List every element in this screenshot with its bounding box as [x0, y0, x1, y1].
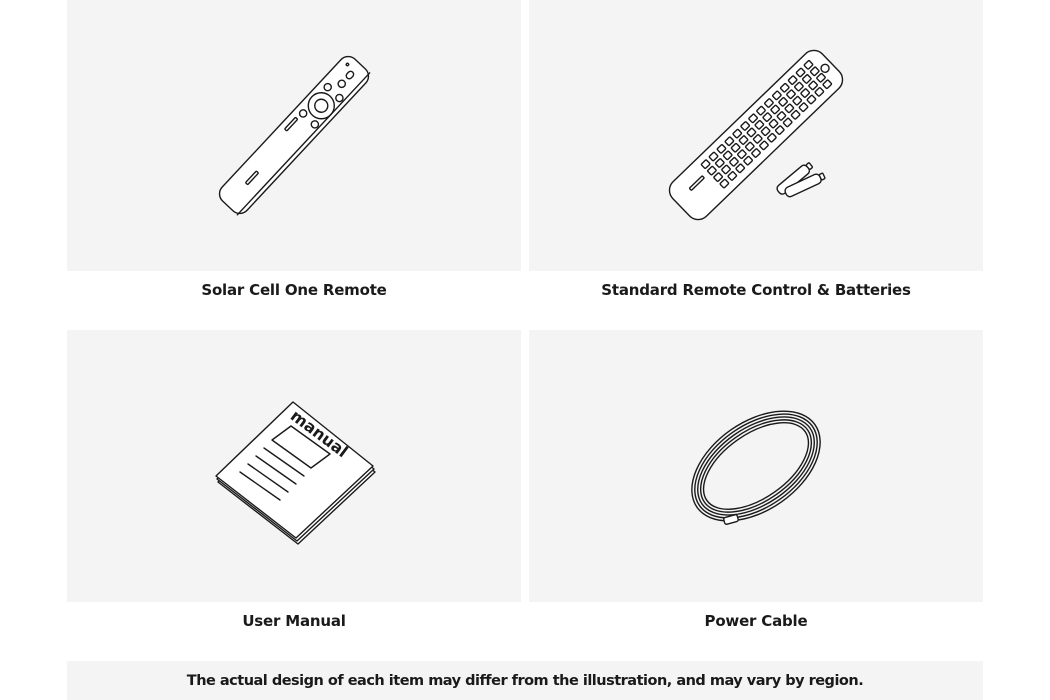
disclaimer-note: The actual design of each item may differ from the illustration, and may vary by region.: [67, 661, 983, 700]
item-caption: Standard Remote Control & Batteries: [601, 281, 911, 299]
item-card-solar-remote: [67, 0, 521, 299]
item-image-box: [529, 330, 983, 602]
power-cable-icon: [529, 330, 983, 602]
item-card-standard-remote: [529, 0, 983, 299]
item-card-user-manual: [67, 330, 521, 630]
item-caption: Solar Cell One Remote: [201, 281, 387, 299]
manual-cover-text: manual: [287, 406, 352, 462]
user-manual-icon: [67, 330, 521, 602]
item-card-power-cable: [529, 330, 983, 630]
item-caption: User Manual: [242, 612, 346, 630]
item-image-box: [529, 0, 983, 271]
standard-remote-batteries-icon: [529, 0, 983, 271]
solar-remote-icon: [67, 0, 521, 271]
item-image-box: [67, 0, 521, 271]
item-image-box: [67, 330, 521, 602]
item-caption: Power Cable: [704, 612, 808, 630]
